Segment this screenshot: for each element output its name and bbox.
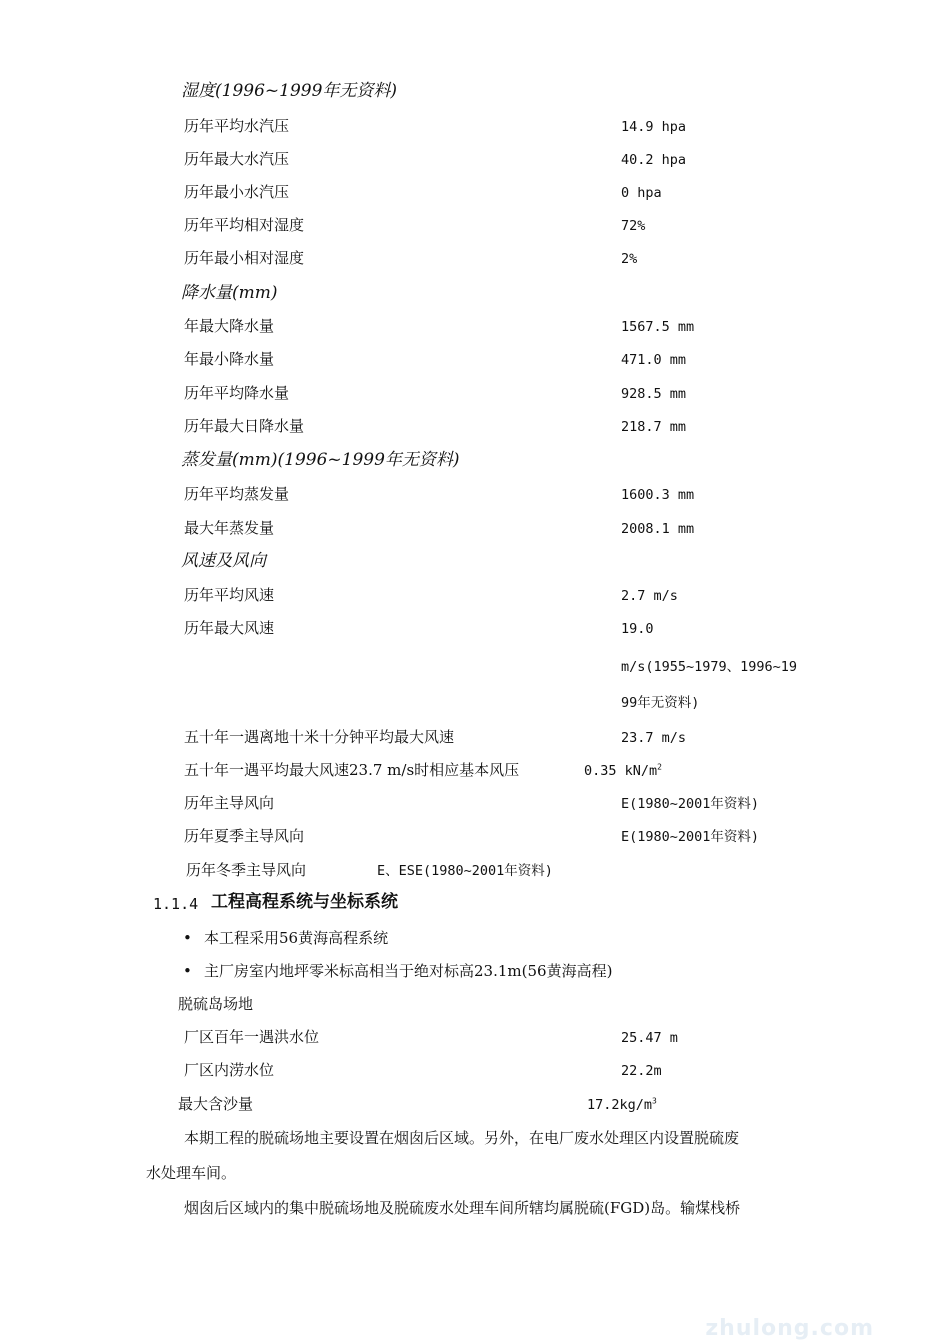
precipitation-value-3: 928.5 mm [621, 386, 687, 402]
section-number: 1.1.4 [153, 895, 199, 913]
sand-value: $17.2kg/m^3$ [587, 1096, 657, 1113]
paragraph-1-line-1: 本期工程的脱硫场地主要设置在烟囱后区域。另外，在电厂废水处理区内设置脱硫废 [184, 1129, 740, 1147]
wind-summer-value: E(1980~2001年资料) [621, 829, 760, 845]
humidity-value-5: 2% [621, 251, 638, 267]
wind-pressure-value: 0.35 $kN/m^2$ [584, 762, 662, 779]
site-label: 脱硫岛场地 [178, 995, 254, 1013]
paragraph-2-line-1: 烟囱后区域内的集中脱硫场地及脱硫废水处理车间所辖均属脱硫(FGD)岛。输煤栈桥 [184, 1199, 741, 1217]
precipitation-value-4: 218.7 mm [621, 419, 687, 435]
evaporation-value-1: 1600.3 mm [621, 487, 695, 503]
section-title: 工程高程系统与坐标系统 [211, 892, 398, 912]
flood-label: 厂区百年一遇洪水位 [184, 1028, 320, 1046]
humidity-value-4: 72% [621, 218, 646, 234]
wind-fifty-value: 23.7 m/s [621, 730, 687, 746]
evaporation-label-1: 历年平均蒸发量 [184, 485, 290, 503]
bullet-icon: • [183, 962, 192, 980]
wind-winter-label: 历年冬季主导风向 [186, 861, 307, 879]
humidity-value-2: 40.2 hpa [621, 152, 687, 168]
humidity-label-3: 历年最小水汽压 [184, 183, 290, 201]
watermark: zhulong.com [705, 1316, 874, 1341]
wind-max-note-1: m/s(1955~1979、1996~19 [621, 659, 798, 675]
waterlog-label: 厂区内涝水位 [184, 1061, 275, 1079]
wind-heading: 风速及风向 [181, 551, 266, 571]
precipitation-heading: 降水量(mm) [181, 283, 278, 303]
superscript: 2 [657, 762, 662, 772]
precipitation-label-1: 年最大降水量 [184, 317, 275, 335]
humidity-label-4: 历年平均相对湿度 [184, 216, 305, 234]
wind-summer-label: 历年夏季主导风向 [184, 827, 305, 845]
humidity-value-1: 14.9 hpa [621, 119, 687, 135]
waterlog-value: 22.2m [621, 1063, 662, 1079]
wind-fifty-label: 五十年一遇离地十米十分钟平均最大风速 [184, 728, 455, 746]
wind-avg-value: 2.7 m/s [621, 588, 678, 604]
humidity-heading: 湿度(1996~1999年无资料) [181, 81, 398, 101]
wind-avg-label: 历年平均风速 [184, 586, 275, 604]
flood-value: 25.47 m [621, 1030, 678, 1046]
precipitation-label-2: 年最小降水量 [184, 350, 275, 368]
paragraph-1-line-2: 水处理车间。 [146, 1164, 237, 1182]
sand-label: 最大含沙量 [178, 1095, 254, 1113]
humidity-label-5: 历年最小相对湿度 [184, 249, 305, 267]
wind-main-dir-label: 历年主导风向 [184, 794, 275, 812]
precipitation-value-1: 1567.5 mm [621, 319, 695, 335]
evaporation-label-2: 最大年蒸发量 [184, 519, 275, 537]
evaporation-heading: 蒸发量(mm)(1996~1999年无资料) [181, 450, 460, 470]
precipitation-label-4: 历年最大日降水量 [184, 417, 305, 435]
wind-main-dir-value: E(1980~2001年资料) [621, 796, 760, 812]
bullet-text-2: 主厂房室内地坪零米标高相当于绝对标高23.1m(56黄海高程) [204, 962, 613, 980]
wind-pressure-label: 五十年一遇平均最大风速23.7 m/s时相应基本风压 [184, 761, 520, 779]
wind-max-label: 历年最大风速 [184, 619, 275, 637]
humidity-label-2: 历年最大水汽压 [184, 150, 290, 168]
precipitation-label-3: 历年平均降水量 [184, 384, 290, 402]
precipitation-value-2: 471.0 mm [621, 352, 687, 368]
bullet-text-1: 本工程采用56黄海高程系统 [204, 929, 389, 947]
bullet-icon: • [183, 929, 192, 947]
evaporation-value-2: 2008.1 mm [621, 521, 695, 537]
superscript: 3 [652, 1096, 657, 1106]
wind-winter-value: E、ESE(1980~2001年资料) [377, 863, 553, 879]
wind-max-value: 19.0 [621, 621, 654, 637]
humidity-value-3: 0 hpa [621, 185, 662, 201]
humidity-label-1: 历年平均水汽压 [184, 117, 290, 135]
wind-max-note-2: 99年无资料) [621, 695, 700, 711]
